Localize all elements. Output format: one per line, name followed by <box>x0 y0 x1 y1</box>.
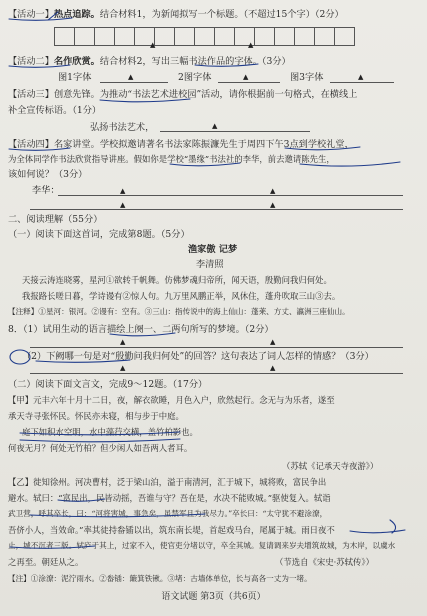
part2-heading: （二）阅读下面文言文，完成9～12题。（17分） <box>8 379 208 390</box>
question-8-1: 8．（1）试用生动的语言描绘上阕一、二两句所写的梦境。（2分） <box>8 324 274 335</box>
underline-mark <box>10 546 95 548</box>
triangle-mark-icon: ▲ <box>128 73 134 81</box>
underline-mark <box>350 530 405 533</box>
passage-jia-line: 【甲】元丰六年十月十二日，夜，解衣欲睡，月色入户，欣然起行。念无与为乐者，遂至 <box>8 395 335 405</box>
activity-tag: 【活动一】 <box>8 9 54 20</box>
passage-source: （节选自《宋史·苏轼传》） <box>275 557 374 567</box>
activity-instruction: 创意先锋。为推动“书法艺术进校园”活动，请你根据前一句格式，在横线上 <box>53 89 358 100</box>
font-label-3: 图3字体 <box>290 72 324 83</box>
triangle-mark-icon: ▲ <box>270 201 276 209</box>
underline-mark <box>20 439 180 442</box>
triangle-mark-icon: ▲ <box>358 73 364 81</box>
poem-line: 天接云涛连晓雾，星河①欲转千帆舞。仿佛梦魂归帝所，闻天语，殷勤问我归何处。 <box>22 275 332 285</box>
underline-mark <box>100 99 190 102</box>
activity3-line2: 补全宣传标语。（1分） <box>8 105 102 116</box>
circle-mark <box>10 350 30 364</box>
passage-yi-line: 武卫营，呼其卒长，曰：“河将害城，事急矣，虽禁军且为我尽力。”卒长曰：“太守犹不避涂潦， <box>8 509 328 518</box>
activity-title: 热点追踪。 <box>53 9 100 20</box>
triangle-mark-icon: ▲ <box>120 364 126 372</box>
triangle-mark-icon: ▲ <box>212 122 218 130</box>
triangle-mark-icon: ▲ <box>150 41 156 49</box>
passage-yi-line: 【乙】徙知徐州。河决曹村，泛于梁山泊，溢于南清河，汇于城下，城将败，富民争出 <box>8 477 327 487</box>
part1-heading: （一）阅读下面这首词，完成第8题。（5分） <box>8 229 190 240</box>
activity-instruction: 结合材料1，为新闻拟写一个标题。（不超过15个字）（2分） <box>99 9 344 20</box>
speaker-label: 李华： <box>32 185 60 196</box>
activity-title: 名作欣赏。 <box>53 56 100 67</box>
underline-mark <box>20 432 180 435</box>
slogan-start: 弘扬书法艺术， <box>90 122 155 133</box>
page-footer: 语文试题 第3页（共6页） <box>161 592 266 602</box>
activity-instruction: 名家讲堂。学校拟邀请著名书法家陈振濂先生于周四下午3点到学校礼堂， <box>53 139 354 150</box>
poem-line: 我报路长嗟日暮，学诗谩有②惊人句。九万里风鹏正举，风休住，蓬舟吹取三山③去。 <box>22 291 341 301</box>
underline-mark <box>300 162 400 166</box>
pen-stroke <box>48 12 58 20</box>
passage-jia-line: 何夜无月？何处无竹柏？但少闲人如吾两人者耳。 <box>8 443 193 453</box>
poem-title: 渔家傲 记梦 <box>188 244 238 255</box>
underline-mark <box>170 163 240 166</box>
triangle-mark-icon: ▲ <box>120 187 126 195</box>
passage-note: 【注】①涂潦：泥泞雨水。②畚锸：簸箕铁锹。③堵：古墙体单位，长与高各一丈为一堵。 <box>8 574 312 583</box>
triangle-mark-icon: ▲ <box>243 73 249 81</box>
triangle-mark-icon: ▲ <box>270 338 276 346</box>
underline-mark <box>110 333 175 336</box>
underline-mark <box>9 148 70 150</box>
triangle-mark-icon: ▲ <box>270 187 276 195</box>
activity-tag: 【活动三】 <box>8 89 54 100</box>
poem-note: 【注释】①星河：银河。②谩有：空有。③三山：指传说中的海上仙山：蓬莱、方丈、瀛洲三座仙山。 <box>8 307 350 316</box>
activity-instruction: 结合材料2，写出三幅书法作品的字体。（3分） <box>99 56 291 67</box>
underline-mark <box>58 499 105 501</box>
activity4-line2: 为全体同学作书法欣赏指导讲座。假如你是学校“墨缘”书法社的李华，前去邀请陈先生， <box>8 154 335 164</box>
section-heading: 二、阅读理解（55分） <box>8 214 103 225</box>
underline-mark <box>36 360 130 362</box>
question-8-2: （2）下阙哪一句是对“殷勤问我归何处”的回答？这句表达了词人怎样的情感？（3分） <box>22 351 374 362</box>
triangle-mark-icon: ▲ <box>120 201 126 209</box>
passage-yi-line: 吾侪小人，当效命。”率其徒持畚锸以出，筑东南长堤，首起戏马台，尾属于城。雨日夜不 <box>8 525 335 535</box>
passage-jia-line: 庭下如积水空明，水中藻荇交横，盖竹柏影也。 <box>22 427 198 437</box>
underline-mark <box>195 64 258 66</box>
triangle-mark-icon: ▲ <box>248 41 254 49</box>
underline-mark <box>285 147 360 150</box>
underline-mark <box>9 18 72 20</box>
passage-yi-line: 避水。轼曰：“富民出，民皆动摇，吾谁与守？吾在是，水决不能败城。”驱使复入。轼诣 <box>8 493 331 503</box>
passage-jia-line: 承天寺寻张怀民。怀民亦未寝，相与步于中庭。 <box>8 411 184 421</box>
passage-yi-line: 之再至。朝廷从之。 <box>8 557 84 567</box>
activity-tag: 【活动四】 <box>8 139 54 150</box>
activity4-line3: 该如何说？（3分） <box>8 169 88 180</box>
font-label-2: 2图字体 <box>178 72 212 83</box>
poem-author: 李清照 <box>196 259 224 270</box>
underline-mark <box>30 514 205 517</box>
activity-tag: 【活动二】 <box>8 56 54 67</box>
triangle-mark-icon: ▲ <box>120 338 126 346</box>
font-label-1: 图1字体 <box>58 72 92 83</box>
underline-mark <box>9 65 70 67</box>
passage-yi-line: 止，城不沉者三版。轼庐于其上，过家不入，使官吏分堵以守，卒全其城。复请调来岁夫增筑故城，为木岸，以虞水 <box>8 541 396 550</box>
triangle-mark-icon: ▲ <box>270 364 276 372</box>
passage-source: （苏轼《记承天寺夜游》） <box>282 461 379 471</box>
